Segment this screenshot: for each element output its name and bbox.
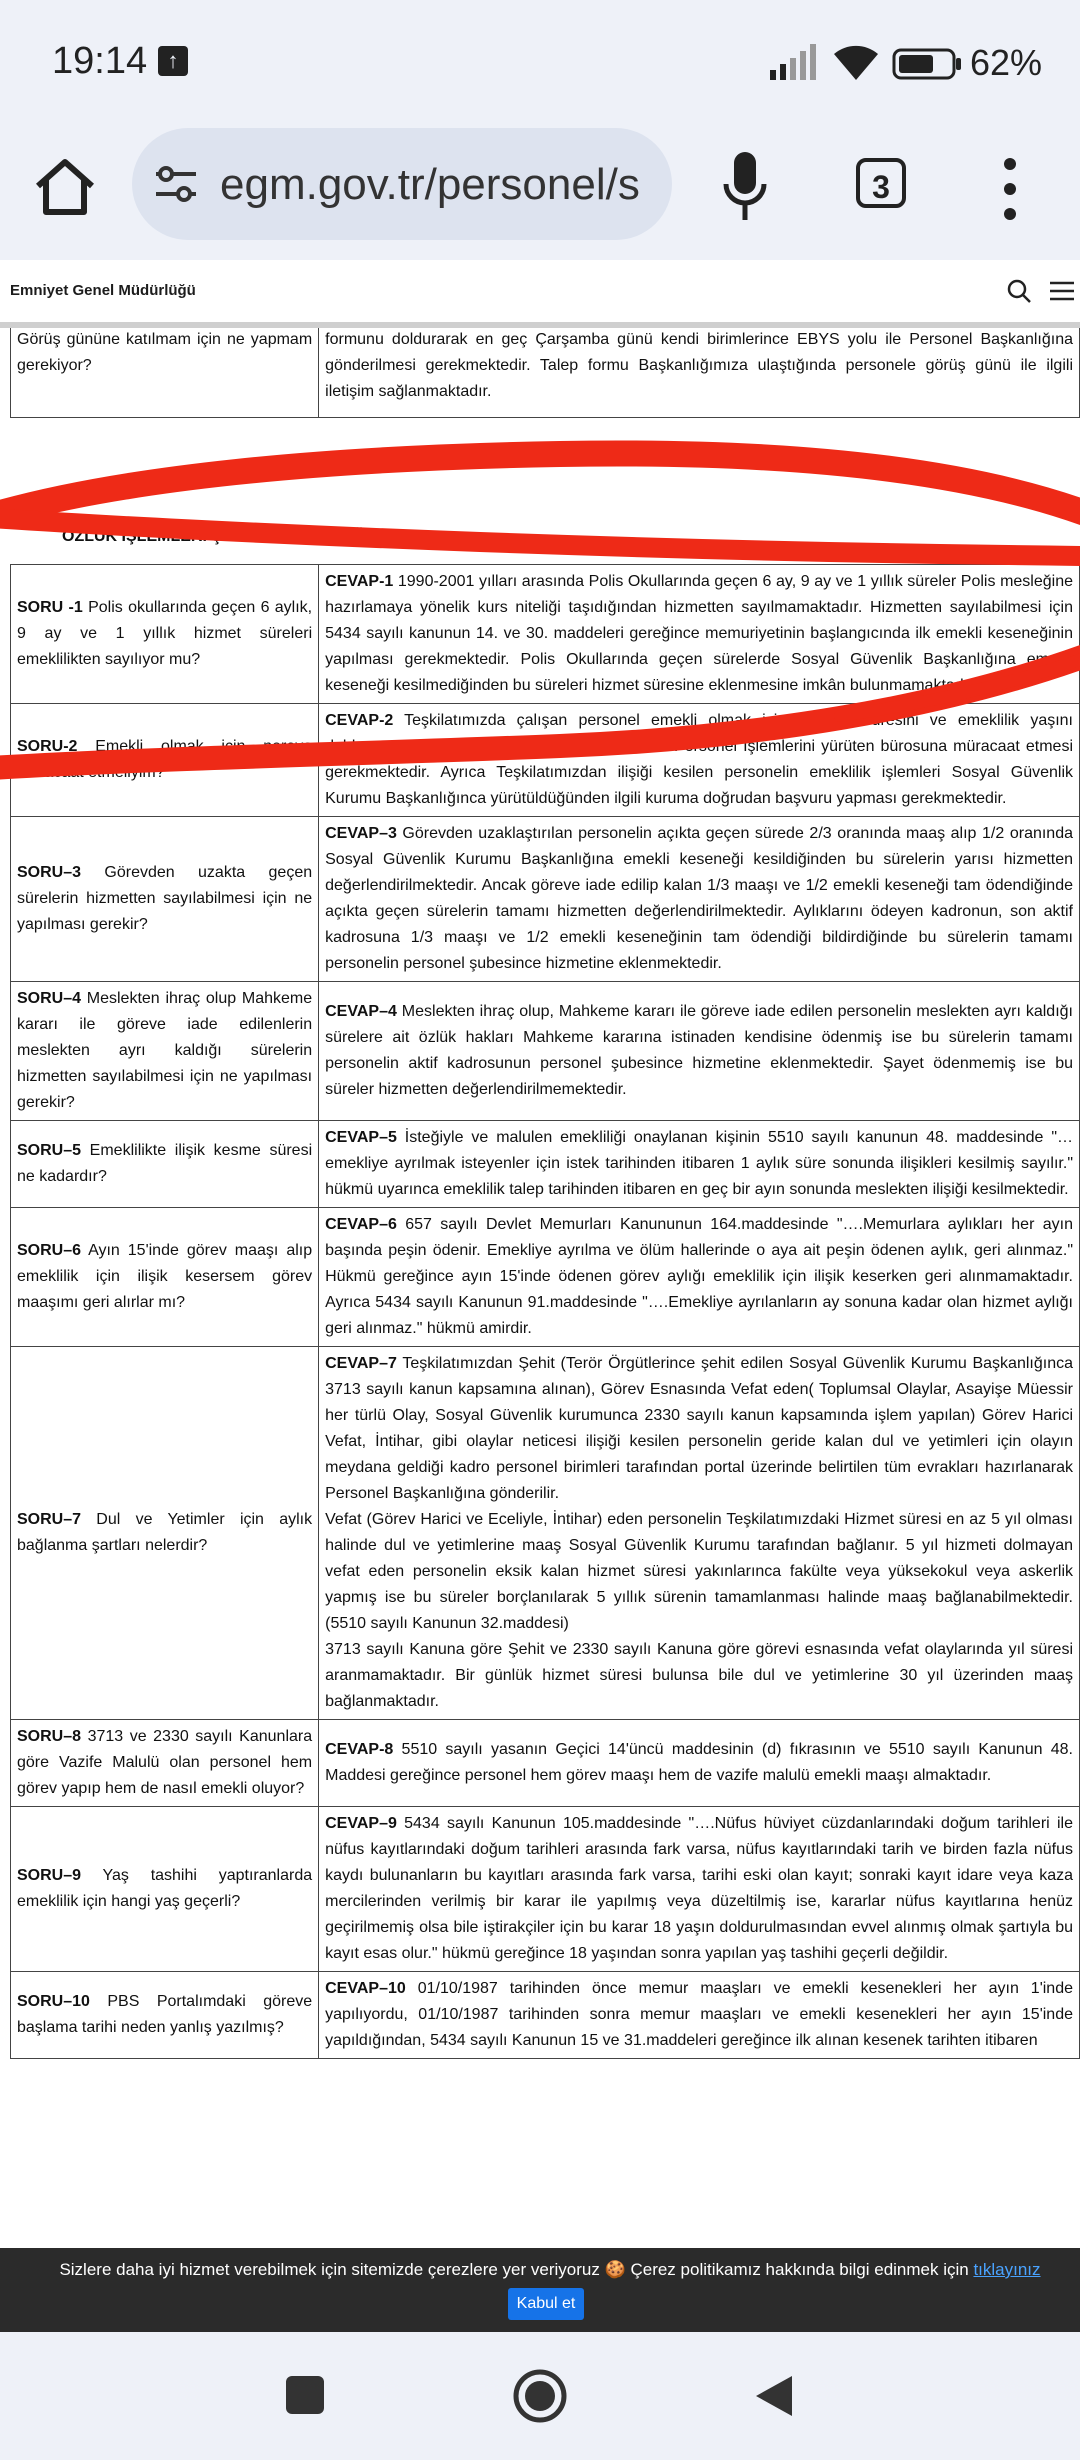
address-bar[interactable] (132, 128, 672, 240)
question-label: SORU–9 (17, 1867, 82, 1884)
question-text: Meslekten ihraç olup Mahkeme kararı ile göreve iade edilenlerin meslekten ayrı kaldığı sürelerin hizmetten sayılabilmesi için ne yapılması gerekir? (17, 990, 313, 1111)
answer-cell (319, 1208, 1080, 1347)
cookie-banner (0, 2248, 1080, 2332)
tab-switcher-button[interactable]: 3 (856, 158, 906, 208)
table-row (11, 817, 1080, 982)
answer-text: 1990-2001 yılları arasında Polis Okullarında geçen 6 ay, 9 ay ve 1 yıllık süreler Polis mesleğine hazırlamaya yönelik kurs niteliği taşıdığından hizmetten sayılmamaktadır. Hizmetten sayılabilmesi için 5434 sayılı kanunun 14. ve 30. maddeleri gereğince memuriyetinin başlangıcında ilk emekli keseneğinin yapılması gerekmektedir. Polis Okullarında geçen sürelerde Sosyal Güvenlik Başkanlığına emekli keseneği kesilmediğinden bu süreleri hizmet süresine eklenmesine imkân bulunmamaktadır. (325, 573, 1073, 694)
question-text: Emeklilikte ilişik kesme süresi ne kadardır? (17, 1142, 313, 1185)
answer-label: CEVAP–9 (325, 1815, 397, 1832)
answer-cell (319, 1972, 1080, 2059)
question-label: SORU–7 (17, 1511, 82, 1528)
upload-icon: ↑ (158, 46, 188, 76)
question-label: SORU–6 (17, 1242, 82, 1259)
answer-text: Meslekten ihraç olup, Mahkeme kararı ile göreve iade edilen personelin meslekten ayrı kaldığı sürelere ait özlük hakları Mahkeme kararına istinaden kendisine ödenmiş ise bu sürelerin tamamı personelin aktif kadrosunun personel şubesince hizmetine eklenmektedir. Şayet ödenmemiş ise bu süreler hizmetten değerlendirilmemektedir. (325, 1003, 1073, 1098)
cookie-accept-button[interactable]: Kabul et (508, 2288, 584, 2320)
answer-text: 01/10/1987 tarihinden önce memur maaşları ve emekli kesenekleri her ayın 1'inde yapılıyordu, 01/10/1987 tarihinden sonra memur maaşları ve emekli kesenekleri her ayın 15'inde yapıldığından, 5434 sayılı Kanunun 15 ve 31.maddeleri gereğince ilk alınan kesenek tarihten itibaren (325, 1980, 1073, 2049)
question-cell (11, 1208, 319, 1347)
answer-label: CEVAP-1 (325, 573, 394, 590)
question-cell (11, 1720, 319, 1807)
question-cell (11, 817, 319, 982)
question-cell (11, 982, 319, 1121)
question-text: 3713 ve 2330 sayılı Kanunlara göre Vazife Malulü olan personel hem görev yapıp hem de nasıl emekli oluyor? (17, 1728, 313, 1797)
question-label: SORU–5 (17, 1142, 82, 1159)
question-cell (11, 1972, 319, 2059)
question-text: Görevden uzakta geçen sürelerin hizmetten sayılabilmesi için ne yapılması gerekir? (17, 864, 313, 933)
table-row (11, 1121, 1080, 1208)
answer-text-paragraph: Vefat (Görev Harici ve Eceliyle, İntihar) eden personelin Teşkilatımızdaki Hizmet süresi en az 5 yıl olması halinde dul ve yetimlerine maaş Sosyal Güvenlik Kurumu tarafından bağlanır. 5 yıl hizmeti dolmayan vefat eden personelin eksik kalan hizmet süresi yakınlarınca fakülte veya yüksekokul veya askerlik yapmış ise bu süreler borçlanılarak 5 yıllık sürenin tamamlanması halinde maaş bağlanabilmektedir. (5510 sayılı Kanunun 32.maddesi) (325, 1511, 1073, 1632)
question-text: Ayın 15'inde görev maaşı alıp emeklilik için ilişik kesersem görev maaşımı geri alırlar mı? (17, 1242, 313, 1311)
answer-label: CEVAP–4 (325, 1003, 397, 1020)
system-nav-bar (0, 2332, 1080, 2460)
question-label: SORU–8 (17, 1728, 82, 1745)
question-cell (11, 704, 319, 817)
cookie-policy-link[interactable]: tıklayınız (973, 2260, 1041, 2279)
home-icon[interactable] (30, 152, 100, 222)
answer-text: Teşkilatımızdan Şehit (Terör Örgütlerince şehit edilen Sosyal Güvenlik Kurumu Başkanlığınca 3713 sayılı kanun kapsamına alınan), Görev Esnasında Vefat eden( Toplumsal Olaylar, Asayişe Müessir her türlü Olay, Sosyal Güvenlik kurumunca 2330 sayılı kanun kapsamında işlem yapılan) Görev Harici Vefat, İntihar, gibi olaylar neticesi ilişiği kesilen personelin geride kalan dul ve yetimleri için olayın meydana geldiği kadro personel birimleri tarafından portal üzerinde belirtilen tüm evrakları hazırlanarak Personel Başkanlığına gönderilir. (325, 1355, 1073, 1502)
question-cell (11, 565, 319, 704)
battery-percent: 62% (970, 42, 1043, 83)
table-row (11, 1807, 1080, 1972)
question-text: Yaş tashihi yaptıranlarda emeklilik için hangi yaş geçerli? (17, 1867, 313, 1910)
answer-cell (319, 982, 1080, 1121)
table-row (11, 1347, 1080, 1720)
back-icon[interactable] (754, 2374, 794, 2418)
table-row (11, 982, 1080, 1121)
answer-text: Görevden uzaklaştırılan personelin açıkta geçen sürede 2/3 oranında maaş alıp 1/2 oranında Sosyal Güvenlik Kurumu Başkanlığına emekli keseneği kesildiğinden bu sürelerin yarısı hizmetten değerlendirilmektedir. Ancak göreve iade edilip kalan 1/3 maaşı ve 1/2 emekli keseneği tam ödendiğinde açıkta geçen sürelerin tamamı hizmetten değerlendirilmektedir. Aylıklarını ödeyen kadronun, son aktif kadrosuna 1/3 maaşı ve 1/2 emekli keseneğinin tam ödendiği bildirdiğinde bu sürelerin tamamı personelin personel şubesince hizmetine eklenmektedir. (325, 825, 1073, 972)
section-title: ÖZLÜK İŞLEMLERİ ŞUBE MÜDÜRLÜĞÜ (62, 528, 366, 545)
table-row (11, 704, 1080, 817)
status-bar (0, 0, 1080, 120)
question-cell (11, 1347, 319, 1720)
question-text: Emekli olmak için nereye müracaat etmeliyim? (17, 738, 313, 781)
faq-table (10, 564, 1080, 2059)
question-label: SORU-2 (17, 738, 78, 755)
answer-cell (319, 1720, 1080, 1807)
answer-label: CEVAP–5 (325, 1129, 397, 1146)
answer-label: CEVAP-8 (325, 1741, 394, 1758)
answer-label: CEVAP–7 (325, 1355, 397, 1372)
answer-cell: formunu doldurarak en geç Çarşamba günü kendi birimlerince EBYS yolu ile Personel Başkanlığına gönderilmesi gerekmektedir. Talep formu Başkanlığımıza ulaştığında personele görüş günü ile ilgili iletişim sağlanmaktadır. (319, 328, 1080, 418)
table-row (11, 565, 1080, 704)
hamburger-menu-icon[interactable] (1050, 280, 1074, 302)
browser-toolbar (0, 120, 1080, 260)
answer-label: CEVAP-2 (325, 712, 394, 729)
status-time: 19:14 (52, 40, 148, 82)
page-content (0, 328, 1080, 2248)
question-label: SORU -1 (17, 599, 83, 616)
site-brand[interactable]: Emniyet Genel Müdürlüğü (10, 282, 196, 299)
top-faq-table (10, 328, 1080, 418)
answer-cell (319, 1807, 1080, 1972)
answer-cell (319, 817, 1080, 982)
home-circle-icon[interactable] (512, 2368, 568, 2424)
site-settings-icon[interactable] (154, 164, 198, 204)
question-label: SORU–3 (17, 864, 82, 881)
wifi-icon (832, 42, 880, 82)
search-icon[interactable] (1006, 278, 1032, 304)
answer-text: 5434 sayılı Kanunun 105.maddesinde "….Nüfus hüviyet cüzdanlarındaki doğum tarihleri ile nüfus kayıtlarındaki doğum tarihleri arasında fark varsa, nüfus kayıtlarındaki tarih ve birden fazla nüfus kaydı bulunanların bu kayıtları arasında fark varsa, tarihi eski olan kayıt; sonraki kayıt idare veya kaza mercilerinden verilmiş bir karar ile yapılmış veya düzeltilmiş ise, kararlar nüfus kayıtlarına henüz geçirilmemiş olsa bile iştirakçiler için bu karar 18 yaşın doldurulmasından evvel alınmış olmak şartıyla bu kayıt esas olur." hükmü gereğince 18 yaşından sonra yapılan yaş tashihi geçerli değildir. (325, 1815, 1073, 1962)
question-cell: Görüş gününe katılmam için ne yapmam gerekiyor? (11, 328, 319, 418)
answer-label: CEVAP–3 (325, 825, 397, 842)
question-label: SORU–4 (17, 990, 82, 1007)
answer-text: 657 sayılı Devlet Memurları Kanununun 164.maddesinde "….Memurlara aylıkları her ayın başında peşin ödenir. Emekliye ayrılma ve ölüm hallerinde o aya ait peşin ödenen aylık, geri alınmaz." Hükmü gereğince ayın 15'inde ödenen görev aylığı emeklilik için ilişik keserken geri alınmamaktadır. Ayrıca 5434 sayılı Kanunun 91.maddesinde "….Emekliye ayrılanların ay sonuna kadar olan hizmet aylığı geri alınmaz." hükmü amirdir. (325, 1216, 1073, 1337)
answer-label: CEVAP–6 (325, 1216, 397, 1233)
answer-cell (319, 704, 1080, 817)
answer-text: 5510 sayılı yasanın Geçici 14'üncü maddesinin (d) fıkrasının ve 5510 sayılı Kanunun 48. Maddesi gereğince personel hem görev maaşı hem de vazife malulü emekli maaşı almaktadır. (325, 1741, 1073, 1784)
table-row (11, 1208, 1080, 1347)
microphone-icon[interactable] (722, 150, 768, 224)
battery-icon (892, 48, 962, 80)
answer-label: CEVAP–10 (325, 1980, 406, 1997)
question-text: Dul ve Yetimler için aylık bağlanma şartları nelerdir? (17, 1511, 313, 1554)
question-text: Polis okullarında geçen 6 aylık, 9 ay ve 1 yıllık hizmet süreleri emeklilikten sayılıyor mu? (17, 599, 313, 668)
question-label: SORU–10 (17, 1993, 90, 2010)
answer-text-paragraph: 3713 sayılı Kanuna göre Şehit ve 2330 sayılı Kanuna göre görevi esnasında vefat olaylarında yıl süresi aranmamaktadır. Bir günlük hizmet süresi bulunsa bile dul ve yetimlerine 30 yıl üzerinden maaş bağlanmaktadır. (325, 1641, 1073, 1710)
question-cell (11, 1121, 319, 1208)
signal-icon (770, 44, 820, 80)
url-text[interactable]: egm.gov.tr/personel/s (220, 160, 640, 209)
cookie-text: Sizlere daha iyi hizmet verebilmek için sitemizde çerezlere yer veriyoruz 🍪 Çerez politikamız hakkında bilgi edinmek için tıklayınız (59, 2260, 1041, 2279)
answer-text: Teşkilatımızda çalışan personel emekli olmak için çalışma süresini ve emeklilik yaşını doldurmuş ise en son çalıştığı aktif kadrosunun Personel İşlemlerini yürüten bürosuna müracaat etmesi gerekmektedir. Ayrıca Teşkilatımızdan ilişiği kesilen personelin emeklilik işlemleri Sosyal Güvenlik Kurumu Başkanlığınca yürütüldüğünden ilgili kuruma doğrudan başvuru yapması gerekmektedir. (325, 712, 1073, 807)
more-menu-icon[interactable] (1000, 154, 1020, 224)
answer-cell (319, 565, 1080, 704)
recent-apps-icon[interactable] (286, 2376, 324, 2414)
table-row (11, 328, 1080, 418)
answer-cell (319, 1347, 1080, 1720)
table-row (11, 1972, 1080, 2059)
answer-text: İsteğiyle ve malulen emekliliği onaylanan kişinin 5510 sayılı kanunun 48. maddesinde "…emekliye ayrılmak isteyenler için istek tarihinden itibaren 1 aylık süre sonunda ilişikleri kesilmiş sayılır." hükmü uyarınca emeklilik talep tarihinden itibaren en geç bir ayın sonunda meslekten ilişiği kesilmektedir. (325, 1129, 1073, 1198)
question-text: PBS Portalımdaki göreve başlama tarihi neden yanlış yazılmış? (17, 1993, 313, 2036)
table-row (11, 1720, 1080, 1807)
site-header (0, 260, 1080, 328)
answer-cell (319, 1121, 1080, 1208)
question-cell (11, 1807, 319, 1972)
